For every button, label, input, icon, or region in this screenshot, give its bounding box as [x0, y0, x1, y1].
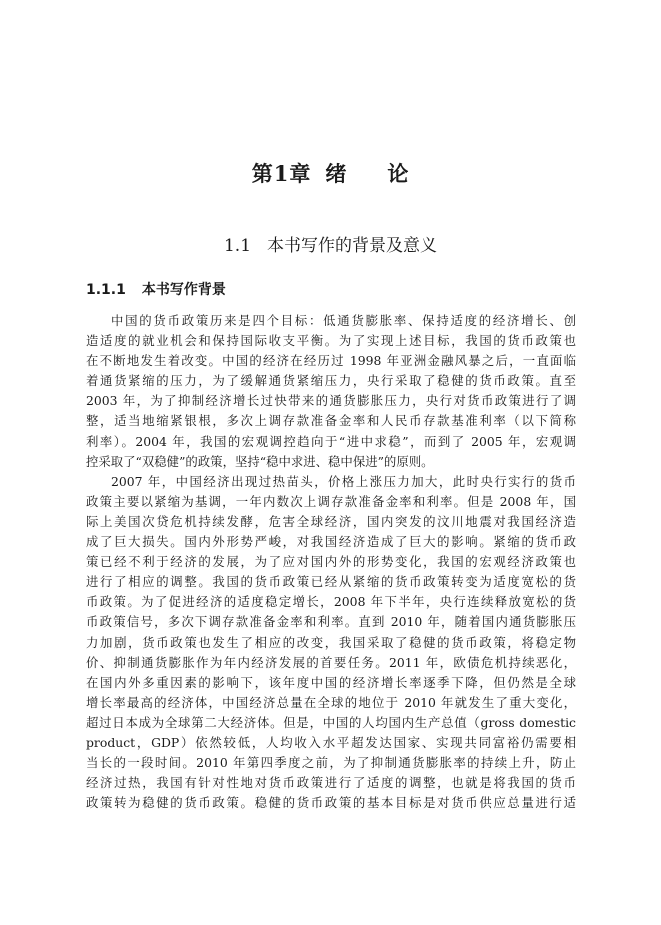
text-line: 中国的货币政策历来是四个目标：低通货膨胀率、保持适度的经济增长、创	[111, 313, 576, 328]
text-line: 力加剧，货币政策也发生了相应的改变，我国采取了稳健的货币政策，将稳定物	[86, 634, 576, 650]
paragraph-2	[86, 472, 576, 814]
section-title	[0, 231, 661, 256]
subsection-heading-text: 本书写作背景	[141, 282, 226, 298]
text-line: 利率）。2004 年，我国的宏观调控趋向于“进中求稳”，而到了 2005 年，宏观调	[86, 433, 576, 449]
subsection-title	[86, 279, 226, 299]
text-line: product，GDP）依然较低，人均收入水平超发达国家、实现共同富裕仍需要相	[86, 734, 576, 750]
text-line: 策已经不利于经济的发展，为了应对国内外的形势变化，我国的宏观经济政策也	[86, 554, 576, 570]
text-line: 成了巨大损失。国内外形势严峻，对我国经济造成了巨大的影响。紧缩的货币政	[86, 534, 576, 550]
chapter-label-suffix: 章	[289, 161, 312, 186]
chapter-title	[0, 158, 661, 188]
text-line: 在不断地发生着改变。中国的经济在经历过 1998 年亚洲金融风暴之后，一直面临	[86, 353, 576, 369]
text-line: 进行了相应的调整。我国的货币政策已经从紧缩的货币政策转变为适度宽松的货	[86, 574, 576, 590]
paragraph-1	[86, 311, 576, 472]
text-line: 着通货紧缩的压力，为了缓解通货紧缩压力，央行采取了稳健的货币政策。直至	[86, 373, 576, 389]
chapter-number: 1	[273, 161, 290, 186]
text-line: 政策转为稳健的货币政策。稳健的货币政策的基本目标是对货币供应总量进行适	[86, 795, 576, 811]
subsection-number: 1.1.1	[86, 282, 126, 298]
text-line: 造适度的就业机会和保持国际收支平衡。为了实现上述目标，我国的货币政策也	[86, 333, 576, 349]
text-line: 在国内外多重因素的影响下，该年度中国的经济增长率逐季下降，但仍然是全球	[86, 674, 576, 690]
text-line: 控采取了“双稳健”的政策，坚持“稳中求进、稳中保进”的原则。	[86, 453, 434, 469]
text-line: 2007 年，中国经济出现过热苗头，价格上涨压力加大，此时央行实行的货币	[111, 473, 576, 489]
chapter-title-char-1: 绪	[325, 161, 348, 186]
text-line: 整，适当地缩紧银根，多次上调存款准备金率和人民币存款基准利率（以下简称	[86, 413, 576, 429]
text-line: 币政策信号，多次下调存款准备金率和利率。直到 2010 年，随着国内通货膨胀压	[86, 614, 576, 630]
text-line: 当长的一段时间。2010 年第四季度之前，为了抑制通货膨胀率的持续上升，防止	[86, 755, 576, 771]
chapter-title-char-2: 论	[387, 161, 410, 186]
section-number: 1.1	[223, 236, 252, 256]
text-line: 经济过热，我国有针对性地对货币政策进行了适度的调整，也就是将我国的货币	[86, 775, 576, 791]
text-line: 政策主要以紧缩为基调，一年内数次上调存款准备金率和利率。但是 2008 年，国	[86, 493, 576, 509]
chapter-label-prefix: 第	[251, 161, 274, 186]
body-text	[86, 311, 576, 813]
section-heading-text: 本书写作的背景及意义	[267, 236, 438, 256]
text-line: 2003 年，为了抑制经济增长过快带来的通货膨胀压力，央行对货币政策进行了调	[86, 393, 576, 409]
text-line: 际上美国次贷危机持续发酵，危害全球经济，国内突发的汶川地震对我国经济造	[86, 513, 576, 529]
text-line: 增长率最高的经济体，中国经济总量在全球的地位于 2010 年就发生了重大变化，	[86, 694, 576, 710]
text-line: 价、抑制通货膨胀作为年内经济发展的首要任务。2011 年，欧债危机持续恶化，	[86, 654, 576, 670]
text-line: 超过日本成为全球第二大经济体。但是，中国的人均国内生产总值（gross domestic	[86, 714, 576, 730]
text-line: 币政策。为了促进经济的适度稳定增长，2008 年下半年，央行连续释放宽松的货	[86, 594, 576, 610]
